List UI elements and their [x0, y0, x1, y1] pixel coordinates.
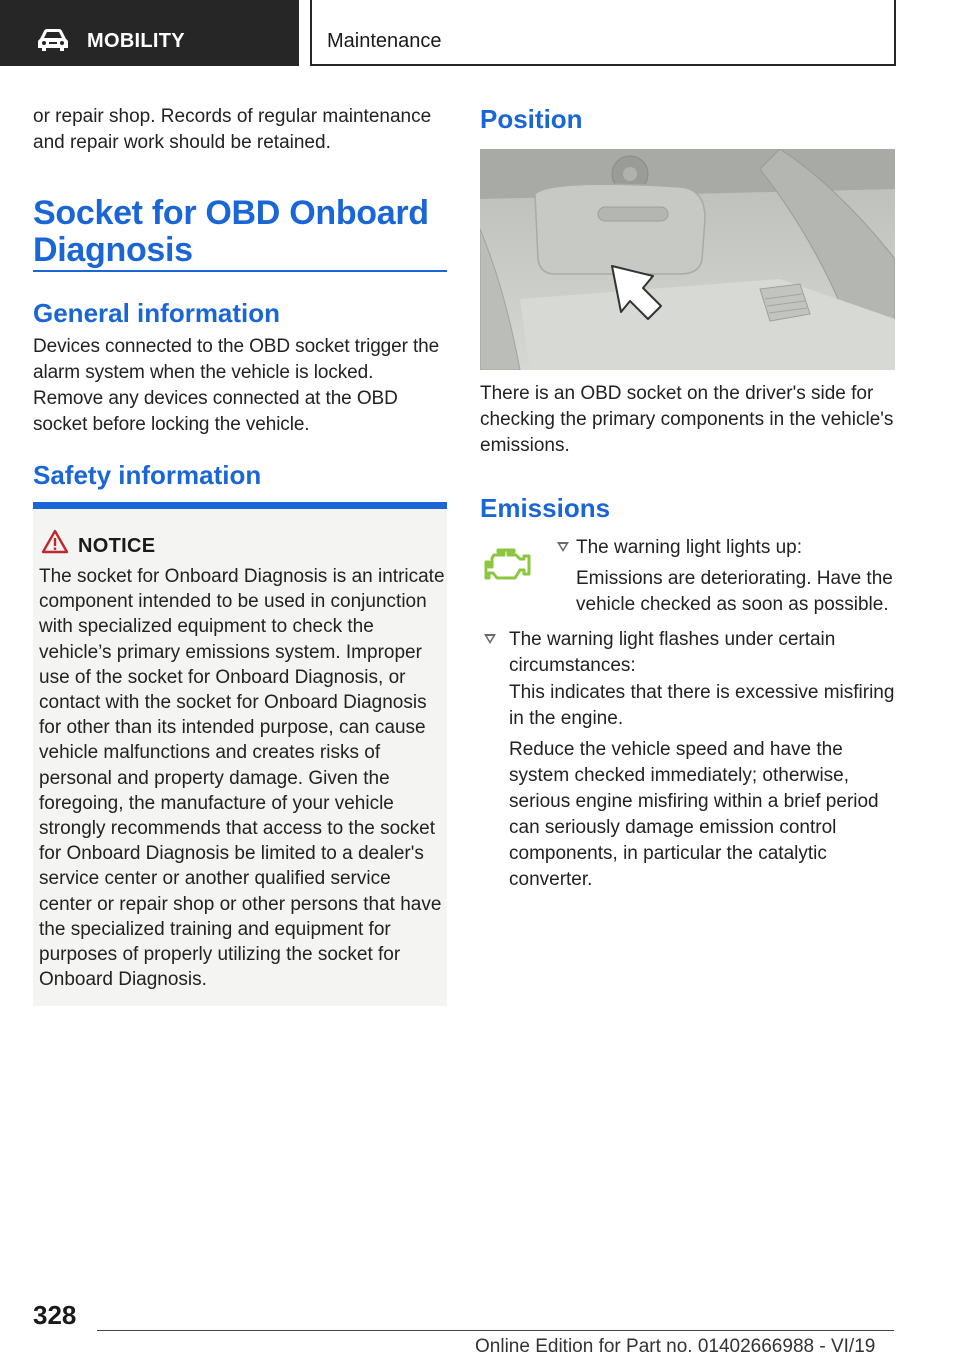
title-rule [33, 270, 447, 272]
bullet1-title: The warning light lights up: [576, 537, 803, 558]
car-icon [36, 27, 70, 53]
general-info-heading: General information [33, 298, 281, 328]
general-info-text: Devices connected to the OBD socket trigger the alarm system when the vehicle is locked. Remove any devices connected at the OBD socket before locking the vehicle. [33, 336, 440, 435]
bullet1-detail: Emissions are deteriorating. Have the vehicle checked as soon as possible. [576, 568, 893, 615]
intro-paragraph: or repair shop. Records of regular maintenance and repair work should be retained. [33, 106, 432, 153]
notice-box [33, 502, 447, 1006]
position-heading: Position [480, 104, 583, 134]
bullet2-detail-1: This indicates that there is excessive misfiring in the engine. [509, 682, 895, 729]
warning-triangle-icon [41, 529, 69, 555]
header-section-label: MOBILITY [87, 30, 185, 52]
position-text: There is an OBD socket on the driver's side for checking the primary components in the vehicle's emissions. [480, 383, 894, 456]
bullet-triangle-icon [557, 542, 569, 552]
header-section-tab [0, 0, 299, 66]
header-chapter-box [310, 0, 896, 66]
notice-text: The socket for Onboard Diagnosis is an intricate component intended to be used in conjunction with specialized equipment to check the vehicle’s primary emissions system. Improper use of the socket for Onboard Diagnosis, or contact with the socket for Onboard Diagnosis for other than its intended purpose, can cause vehicle malfunctions and creates risks of personal and property damage. Given the foregoing, the manufacture of your vehicle strongly recommends that access to the socket for Onboard Diagnosis be limited to a dealer's service center or another qualified service center or repair shop or other persons that have the specialized training and equipment for purposes of properly utilizing the socket for Onboard Diagnosis. [39, 566, 445, 991]
footer-edition: Online Edition for Part no. 01402666988 - VI/19 [475, 1336, 876, 1357]
safety-info-heading: Safety information [33, 460, 262, 490]
page-title: Socket for OBD Onboard Diagnosis [33, 194, 429, 269]
notice-label: NOTICE [78, 535, 156, 557]
footer-rule [97, 1330, 894, 1331]
header-chapter-title: Maintenance [327, 30, 442, 52]
emissions-heading: Emissions [480, 493, 611, 523]
obd-socket-location-image [480, 149, 895, 370]
bullet-triangle-icon [484, 634, 496, 644]
engine-check-icon [484, 548, 532, 582]
bullet2-title: The warning light flashes under certain circumstances: [509, 629, 836, 676]
page-number: 328 [33, 1300, 77, 1330]
bullet2-detail-2: Reduce the vehicle speed and have the system checked immediately; otherwise, serious engine misfiring within a brief period can seriously damage emission control components, in particular the catalytic converter. [509, 739, 879, 890]
